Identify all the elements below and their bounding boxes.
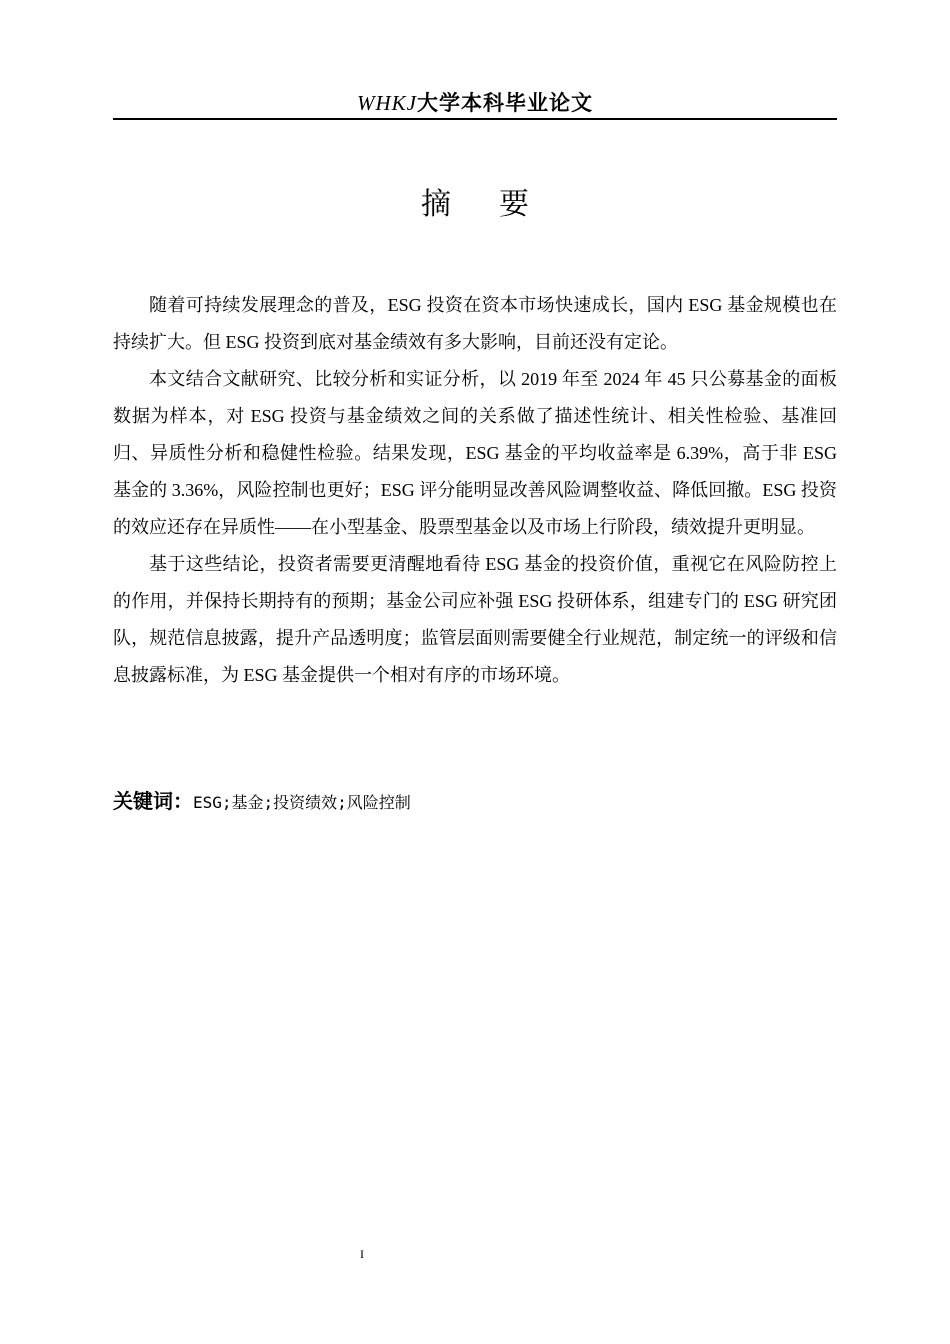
abstract-paragraph-3: 基于这些结论，投资者需要更清醒地看待 ESG 基金的投资价值，重视它在风险防控上的作用，并保持长期持有的预期；基金公司应补强 ESG 投研体系，组建专门的 ESG 研究团队，规范信息披露，提升产品透明度；监管层面则需要健全行业规范，制定统一的评级和信息披露标准，为 ESG 基金提供一个相对有序的市场环境。 [113,554,837,685]
header-thesis-label: 大学本科毕业论文 [417,91,593,115]
header-school-code: WHKJ [357,91,417,115]
keywords-value: ESG;基金;投资绩效;风险控制 [193,793,411,812]
abstract-body [113,287,837,694]
abstract-paragraph-2: 本文结合文献研究、比较分析和实证分析，以 2019 年至 2024 年 45 只公募基金的面板数据为样本，对 ESG 投资与基金绩效之间的关系做了描述性统计、相关性检验、基准回归、异质性分析和稳健性检验。结果发现，ESG 基金的平均收益率是 6.39%，高于非 ESG 基金的 3.36%，风险控制也更好；ESG 评分能明显改善风险调整收益、降低回撤。ESG 投资的效应还存在异质性——在小型基金、股票型基金以及市场上行阶段，绩效提升更明显。 [113,369,837,537]
abstract-title: 摘要 [421,187,577,222]
page-number: I [360,1247,364,1261]
keywords-label: 关键词： [113,789,193,813]
abstract-paragraph-1: 随着可持续发展理念的普及，ESG 投资在资本市场快速成长，国内 ESG 基金规模也在持续扩大。但 ESG 投资到底对基金绩效有多大影响，目前还没有定论。 [113,295,837,352]
page-header [113,88,837,120]
header-title [357,88,593,118]
keywords-line [113,786,837,818]
